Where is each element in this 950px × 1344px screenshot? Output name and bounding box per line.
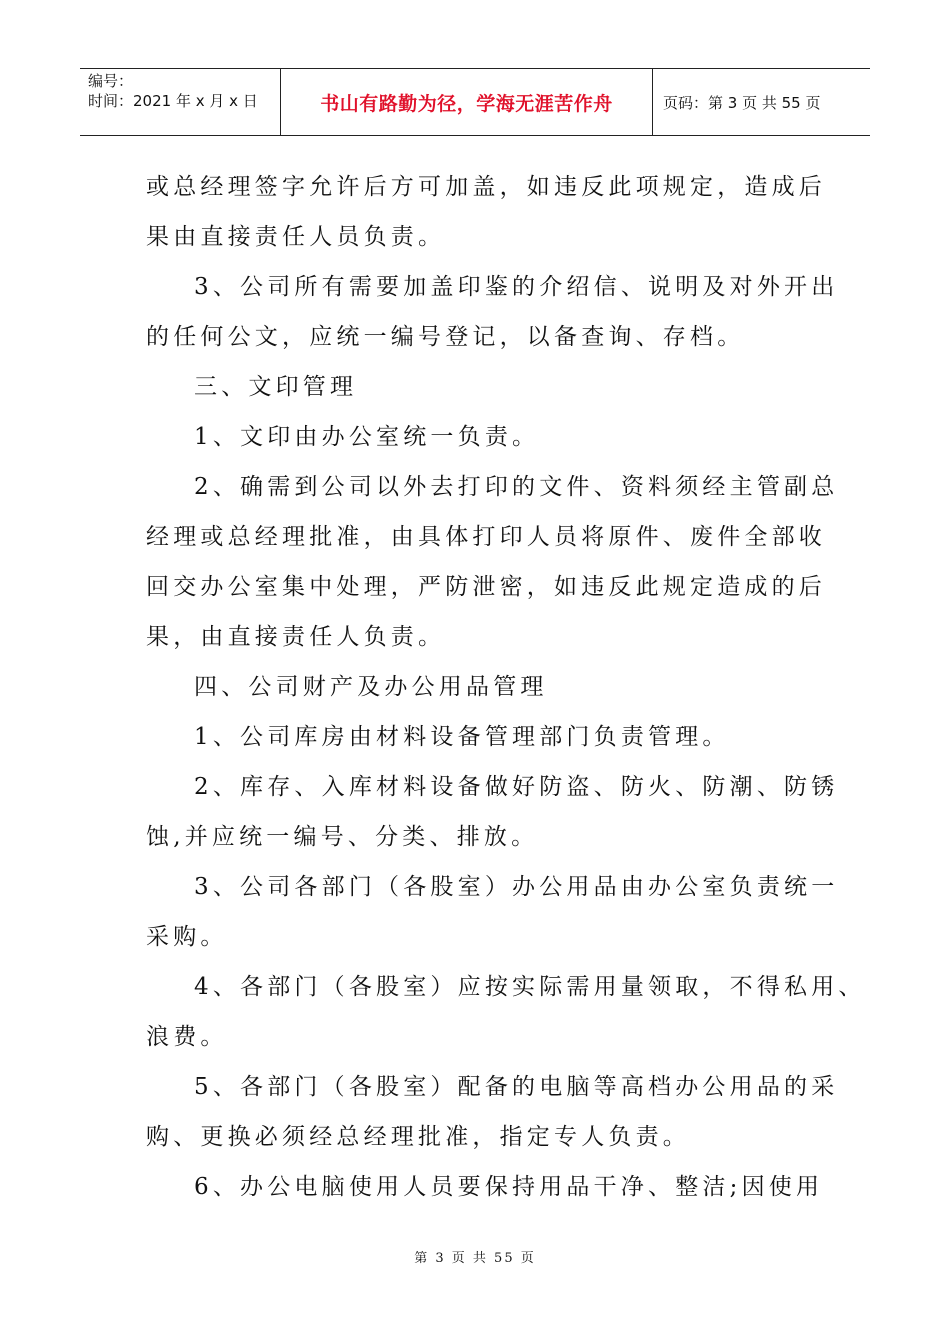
body-line: 3、公司各部门（各股室）办公用品由办公室负责统一 <box>194 874 839 900</box>
body-line: 购、更换必须经总经理批准，指定专人负责。 <box>146 1124 690 1150</box>
body-line: 4、各部门（各股室）应按实际需用量领取，不得私用、 <box>194 974 866 1000</box>
document-date-label: 时间：2021 年 x 月 x 日 <box>88 92 258 110</box>
body-line: 6、办公电脑使用人员要保持用品干净、整洁;因使用 <box>194 1174 824 1200</box>
section-heading: 三、文印管理 <box>194 374 358 400</box>
body-line: 2、库存、入库材料设备做好防盗、防火、防潮、防锈 <box>194 774 839 800</box>
header-page-cell <box>653 69 870 135</box>
body-line: 蚀,并应统一编号、分类、排放。 <box>146 824 539 850</box>
body-line: 1、公司库房由材料设备管理部门负责管理。 <box>194 724 730 750</box>
body-line: 5、各部门（各股室）配备的电脑等高档办公用品的采 <box>194 1074 839 1100</box>
header-motto: 书山有路勤为径，学海无涯苦作舟 <box>320 92 613 115</box>
body-line: 浪费。 <box>146 1024 228 1050</box>
body-line: 2、确需到公司以外去打印的文件、资料须经主管副总 <box>194 474 839 500</box>
body-line: 3、公司所有需要加盖印鉴的介绍信、说明及对外开出 <box>194 274 839 300</box>
page-footer: 第 3 页 共 55 页 <box>414 1251 536 1266</box>
body-line: 经理或总经理批准，由具体打印人员将原件、废件全部收 <box>146 524 826 550</box>
body-line: 果由直接责任人员负责。 <box>146 224 446 250</box>
document-body <box>146 162 866 1212</box>
body-line: 采购。 <box>146 924 228 950</box>
header-meta-cell <box>80 69 281 135</box>
document-header <box>80 68 870 136</box>
header-motto-cell <box>281 69 653 135</box>
body-line: 回交办公室集中处理，严防泄密，如违反此规定造成的后 <box>146 574 826 600</box>
section-heading: 四、公司财产及办公用品管理 <box>194 674 548 700</box>
body-line: 果，由直接责任人负责。 <box>146 624 446 650</box>
body-line: 的任何公文，应统一编号登记，以备查询、存档。 <box>146 324 745 350</box>
document-number-label: 编号： <box>88 72 134 90</box>
body-line: 1、文印由办公室统一负责。 <box>194 424 540 450</box>
header-page-info: 页码：第 3 页 共 55 页 <box>663 93 821 112</box>
body-line: 或总经理签字允许后方可加盖，如违反此项规定，造成后 <box>146 174 826 200</box>
